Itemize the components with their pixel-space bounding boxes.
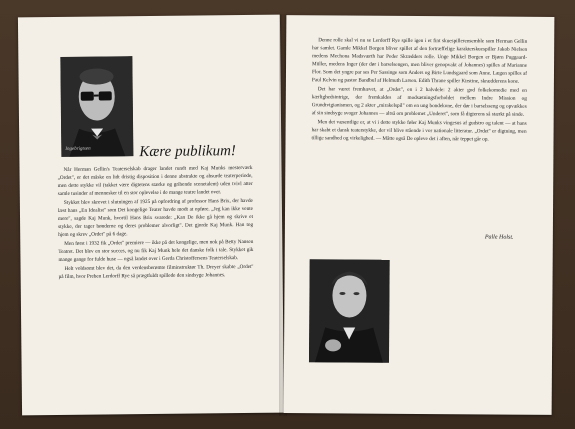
paragraph: Helt voldsomt blev det, da den verdensberømte filminstruktør Th. Dreyer skabte „Ordet" på film, hvor Preben Lerdorff Rye så prægtfuldt spillede den sindsyge Johannes. xyxy=(58,264,254,281)
photo-signature: Ingebrigtsen xyxy=(65,146,91,152)
paragraph: Men først i 1932 fik „Ordet" premiere — ikke på det kongelige, men nok på Betty Nansen Teatret. Det blev en stor succes, og nu fik Kaj Munk hele det danske folk i tale. Stykket gik mange gange for fulde huse — også landet over i Gerda Christoffersens Teaterselskab. xyxy=(58,239,254,263)
left-page xyxy=(18,15,284,416)
paragraph: Når Herman Gellin's Teaterselskab drager landet rundt med Kaj Munks mesterværk „Ordet", er det måske en lidt dristig disposition i denne abstrakte og absurde teaterperiode, men dette stykke vil (takket være digtetens stærke og gribende scenetalent) uden tvivl atter samle tusinder af mennesker til en stor oplevelse i de mange teatre landet over. xyxy=(57,164,253,197)
page-heading: Kære publikum! xyxy=(139,143,236,161)
portrait-photo-bottom xyxy=(309,259,390,363)
right-page xyxy=(284,15,555,415)
left-body-text xyxy=(57,165,253,284)
paragraph: Stykket blev skrevet i slutningen af 1925 på opfordring af professor Hans Brix, der havde læst hans „En Idealist" som Det kongelige Teater havde modt at opføre. „Jeg kan ikke vente mere", sagde Kaj Munk, hvortil Hans Brix svarede: „Kan De ikke gå hjem og skrive et stykke, der tager bønderne og deres problemer alvorligt". Det gjorde Kaj Munk. Han tog hjem og skrev „Ordet" på 6 dage. xyxy=(57,198,254,238)
signature: Palle Holst. xyxy=(484,234,514,241)
paragraph: Men det væsentlige er, at vi i dette stykke føler Kaj Munks vingesus af gudstro og talent — at hans har skabt et dansk teaterstykke, der vil blive stående i vor nationale litteratur. „Ordet" er digtning, men tillige sandhed og virkelighed. — Måtte også De opleve det i aften, når teppet går op. xyxy=(311,119,527,143)
portrait-photo-top xyxy=(60,56,133,157)
right-body-text xyxy=(311,37,527,146)
paragraph: Det har været fremhævet, at „Ordet", en i 2 halvdele: 2 akter god folkekomedie med en kærlighedsintrige, der fremkaldes af modsætningsforholdet mellem Indre Mission og Grundtvigianismen, og 2 akter „mirakelspil" om en ung bondekone, der dør i barselsseng og opvækkes af sin sindsyge svoger Johannes — altså om problemet „Underet", som få digterens så stærkt på sinde. xyxy=(311,86,527,118)
paragraph: Denne rolle skal vi nu se Lerdorff Rye spille igen i et fint skuespillerensemble som Herman Gellin har samlet. Gamle Mikkel Borgen bliver spillet af den fortræffelige karakterskuespiller Jakob Nielsen medens Mechona Madsværth har Peder Skrædders rolle. Unge Mikkel Borgen er Bjørn Puggaard-Müller, medens Inger (der dør i barselsengen, men bliver genopvakt af Johannes) spilles af Marianne Flor. Som det yngre par ses Per Sassinge som Anders og Birte Lundsgaard som Anne. Lægen spilles af Paul Kelvin og pastor Bandbul af Helmuth Larsen. Edith Thrane spiller Kirstine, skrædderens kone. xyxy=(311,37,528,85)
